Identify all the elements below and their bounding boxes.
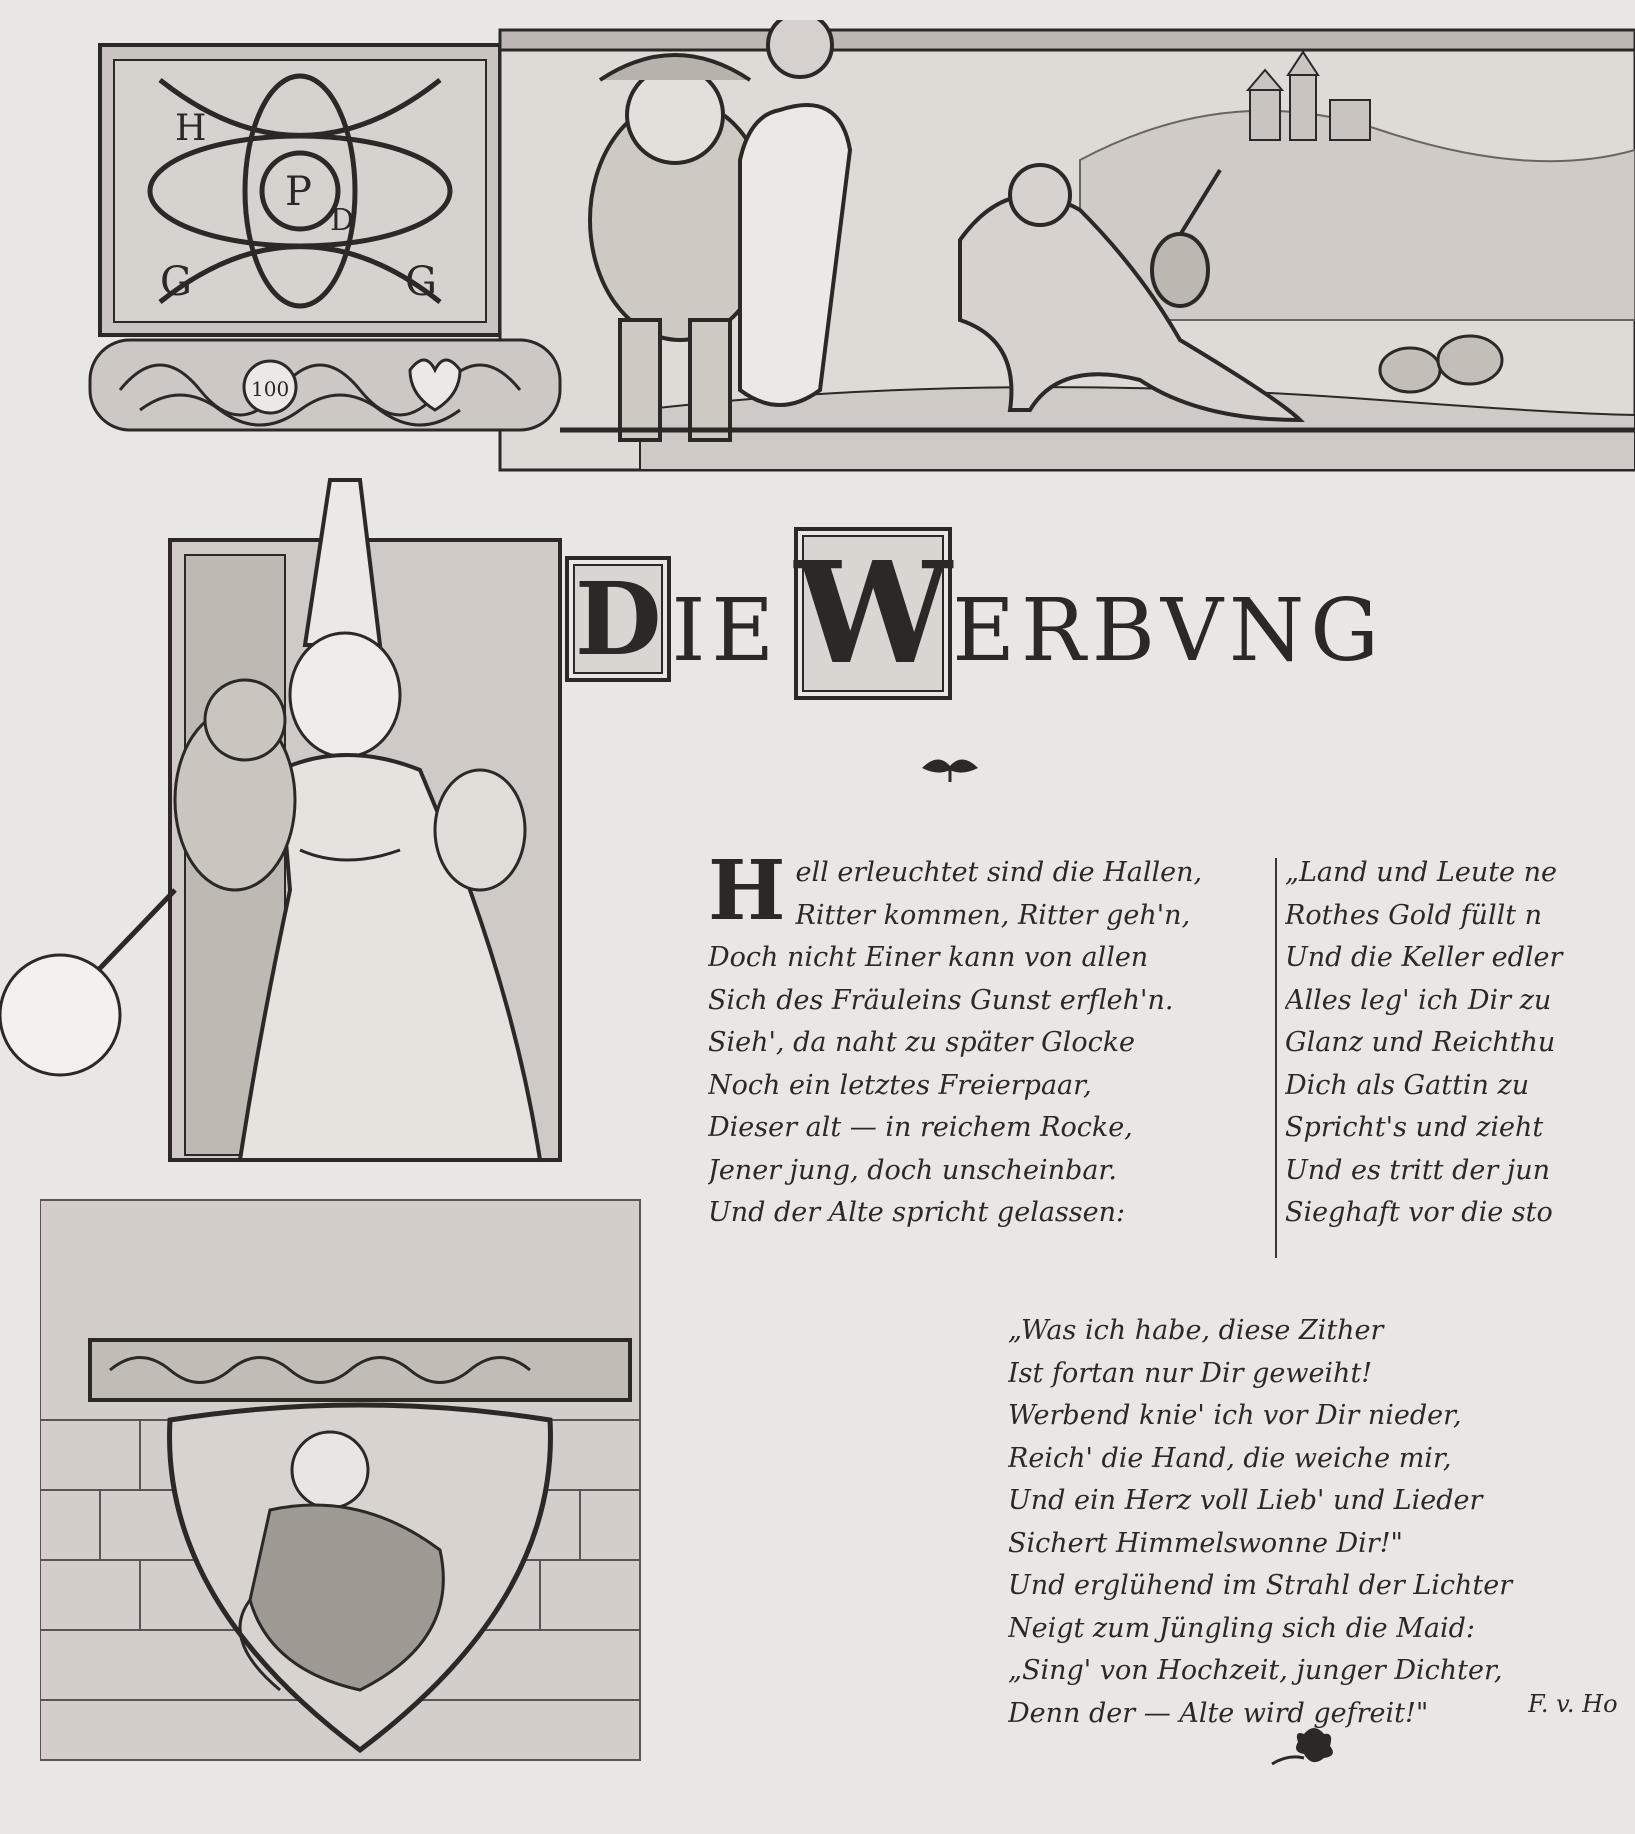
column-divider: [1275, 858, 1277, 1258]
stanza-3-line-9: „Sing' von Hochzeit, junger Dichter,: [1008, 1655, 1503, 1686]
stanza-1-line-2: Ritter kommen, Ritter geh'n,: [795, 899, 1191, 931]
stanza-1: [708, 852, 1268, 1235]
stanza-2: [1285, 852, 1635, 1235]
stanza-1-line-7: Dieser alt — in reichem Rocke,: [708, 1112, 1133, 1143]
stanza-1-line-4: Sich des Fräuleins Gunst erfleh'n.: [708, 984, 1174, 1016]
stanza-3-line-7: Und erglühend im Strahl der Lichter: [1008, 1570, 1513, 1601]
stanza-2-line-2: Rothes Gold füllt n: [1285, 899, 1543, 931]
stanza-2-line-5: Glanz und Reichthu: [1285, 1027, 1556, 1058]
stanza-1-drop-cap: H: [708, 852, 786, 939]
monogram-letter-5: G: [405, 259, 437, 305]
wall-console-illustration: [40, 1170, 670, 1770]
stanza-3-line-10: Denn der — Alte wird gefreit!": [1008, 1697, 1429, 1729]
stanza-1-line-3: Doch nicht Einer kann von allen: [708, 942, 1149, 973]
stanza-3-line-1: „Was ich habe, diese Zither: [1008, 1315, 1384, 1346]
author-signature: F. v. Ho: [1528, 1690, 1618, 1718]
stanza-3-line-4: Reich' die Hand, die weiche mir,: [1008, 1442, 1452, 1474]
stanza-3: [1008, 1310, 1635, 1735]
hennin-hat: [305, 480, 380, 645]
stanza-2-line-8: Und es tritt der jun: [1285, 1154, 1551, 1186]
stanza-2-line-4: Alles leg' ich Dir zu: [1285, 984, 1552, 1016]
monogram-letter-1: H: [175, 108, 207, 149]
leaf-ornament-icon: [918, 748, 982, 784]
monogram-letter-3: D: [330, 203, 355, 238]
stanza-2-line-3: Und die Keller edler: [1285, 942, 1563, 973]
stanza-3-line-8: Neigt zum Jüngling sich die Maid:: [1008, 1612, 1475, 1644]
title-word-2-rest: ERBVNG: [952, 581, 1385, 681]
stanza-3-line-5: Und ein Herz voll Lieb' und Lieder: [1008, 1485, 1483, 1516]
stanza-1-line-6: Noch ein letztes Freierpaar,: [708, 1069, 1092, 1101]
title-initial-w: W: [794, 527, 952, 700]
stanza-3-line-2: Ist fortan nur Dir geweiht!: [1008, 1357, 1373, 1389]
stanza-1-line-1: ell erleuchtet sind die Hallen,: [795, 857, 1203, 888]
stanza-1-line-8: Jener jung, doch unscheinbar.: [708, 1154, 1117, 1186]
poem-title: [565, 520, 1385, 700]
stanza-3-line-3: Werbend knie' ich vor Dir nieder,: [1008, 1400, 1462, 1431]
stanza-2-line-6: Dich als Gattin zu: [1285, 1069, 1530, 1101]
stanza-2-line-7: Spricht's und zieht: [1285, 1112, 1544, 1143]
banner-badge: 100: [251, 377, 290, 401]
stanza-1-line-9: Und der Alte spricht gelassen:: [708, 1197, 1126, 1228]
monogram-letter-2: P: [285, 169, 312, 215]
stanza-3-line-6: Sichert Himmelswonne Dir!": [1008, 1527, 1403, 1559]
monogram-letter-4: G: [160, 259, 192, 305]
lady-face: [290, 633, 400, 757]
stanza-2-line-9: Sieghaft vor die sto: [1285, 1197, 1553, 1228]
title-word-1-rest: IE: [671, 581, 781, 681]
header-banner-illustration: [80, 20, 1635, 480]
stanza-2-line-1: „Land und Leute ne: [1285, 857, 1557, 888]
stanza-1-line-5: Sieh', da naht zu später Glocke: [708, 1027, 1136, 1058]
lady-in-doorway-illustration: [0, 470, 660, 1170]
title-initial-d: D: [565, 556, 671, 682]
bauble: [0, 955, 120, 1075]
